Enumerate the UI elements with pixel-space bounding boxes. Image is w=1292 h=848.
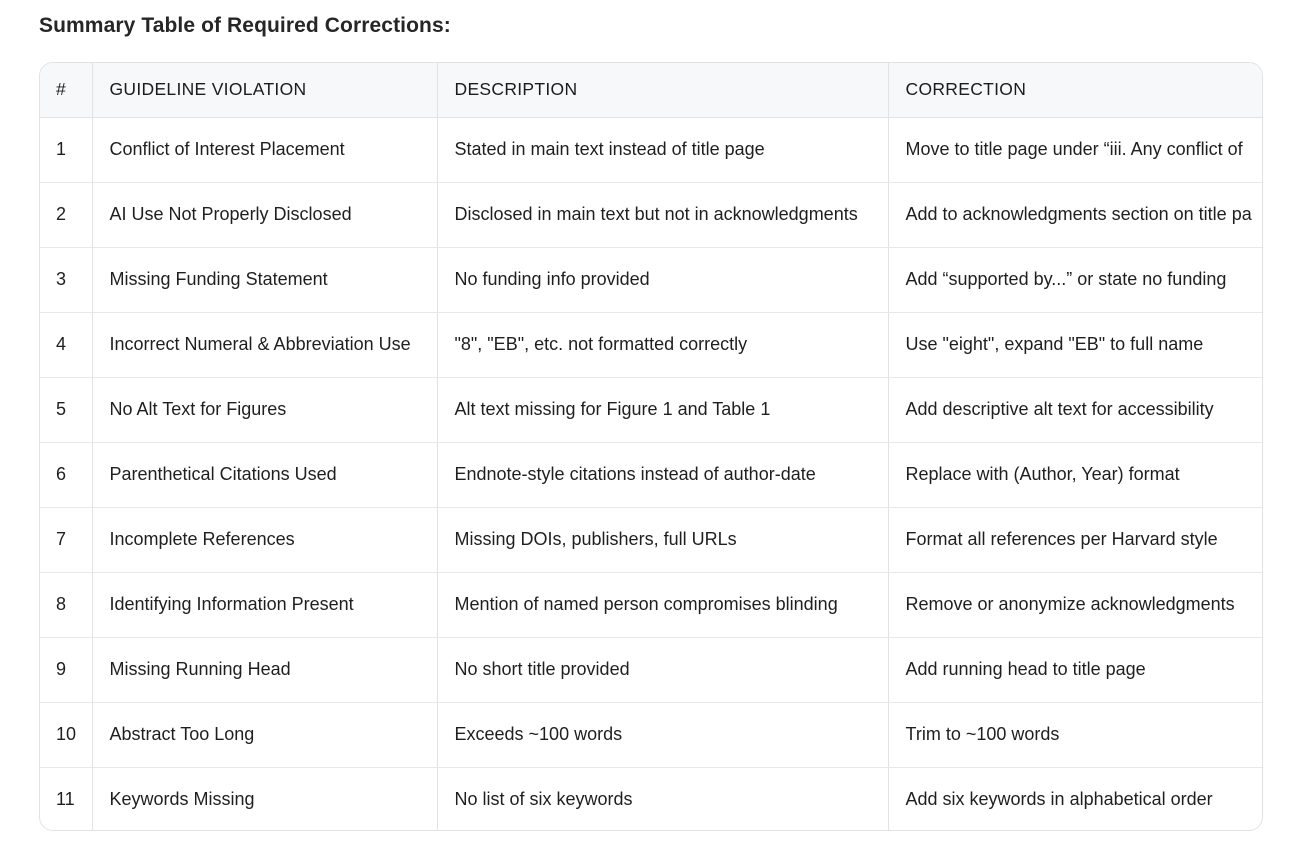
table-row — [40, 182, 1263, 247]
guideline-violation-cell: Parenthetical Citations Used — [92, 442, 437, 507]
row-number: 6 — [40, 442, 92, 507]
guideline-violation-cell: Missing Running Head — [92, 637, 437, 702]
correction-cell: Add six keywords in alphabetical order — [905, 789, 1213, 810]
correction-cell: Add descriptive alt text for accessibility — [888, 377, 1263, 442]
corrections-table — [40, 63, 1263, 831]
table-body — [40, 117, 1263, 831]
table-row — [40, 702, 1263, 767]
guideline-violation-cell: Keywords Missing — [92, 767, 437, 831]
correction-cell: Format all references per Harvard style — [888, 507, 1263, 572]
description-cell: Alt text missing for Figure 1 and Table 1 — [437, 377, 888, 442]
correction-cell: Replace with (Author, Year) format — [888, 442, 1263, 507]
table-row — [40, 442, 1263, 507]
column-header-description: DESCRIPTION — [437, 63, 888, 117]
description-cell: Stated in main text instead of title page — [437, 117, 888, 182]
table-row — [40, 117, 1263, 182]
row-number: 3 — [40, 247, 92, 312]
guideline-violation-cell: Conflict of Interest Placement — [92, 117, 437, 182]
corrections-table-container[interactable] — [39, 62, 1263, 831]
header-row — [40, 63, 1263, 117]
table-row — [40, 572, 1263, 637]
table-row — [40, 637, 1263, 702]
table-row — [40, 507, 1263, 572]
description-cell: Endnote-style citations instead of author-date — [437, 442, 888, 507]
table-row — [40, 377, 1263, 442]
table-row — [40, 247, 1263, 312]
table-row — [40, 767, 1263, 831]
row-number: 8 — [40, 572, 92, 637]
description-cell: Disclosed in main text but not in acknowledgments — [437, 182, 888, 247]
table-row — [40, 312, 1263, 377]
table-heading: Summary Table of Required Corrections: — [39, 14, 451, 37]
correction-cell: Use "eight", expand "EB" to full name — [888, 312, 1263, 377]
row-number: 5 — [40, 377, 92, 442]
guideline-violation-cell: No Alt Text for Figures — [92, 377, 437, 442]
description-cell: No list of six keywords — [437, 767, 888, 831]
correction-cell: Add to acknowledgments section on title pa — [888, 182, 1263, 247]
guideline-violation-cell: AI Use Not Properly Disclosed — [92, 182, 437, 247]
row-number: 10 — [40, 702, 92, 767]
row-number: 1 — [40, 117, 92, 182]
guideline-violation-cell: Identifying Information Present — [92, 572, 437, 637]
guideline-violation-cell: Incorrect Numeral & Abbreviation Use — [92, 312, 437, 377]
guideline-violation-cell: Missing Funding Statement — [92, 247, 437, 312]
description-cell: Missing DOIs, publishers, full URLs — [437, 507, 888, 572]
column-header-guideline-violation: GUIDELINE VIOLATION — [92, 63, 437, 117]
row-number: 11 — [40, 767, 92, 831]
table-header — [40, 63, 1263, 117]
description-cell: No short title provided — [437, 637, 888, 702]
column-header-correction: CORRECTION — [888, 63, 1263, 117]
row-number: 7 — [40, 507, 92, 572]
guideline-violation-cell: Abstract Too Long — [92, 702, 437, 767]
guideline-violation-cell: Incomplete References — [92, 507, 437, 572]
correction-cell: Move to title page under “iii. Any conflict of — [888, 117, 1263, 182]
correction-cell: Trim to ~100 words — [888, 702, 1263, 767]
column-header-number: # — [40, 63, 92, 117]
correction-cell: Remove or anonymize acknowledgments — [888, 572, 1263, 637]
description-cell: "8", "EB", etc. not formatted correctly — [437, 312, 888, 377]
row-number: 2 — [40, 182, 92, 247]
correction-cell: Add “supported by...” or state no funding — [888, 247, 1263, 312]
row-number: 9 — [40, 637, 92, 702]
description-cell: No funding info provided — [437, 247, 888, 312]
row-number: 4 — [40, 312, 92, 377]
correction-cell: Add running head to title page — [888, 637, 1263, 702]
description-cell: Mention of named person compromises blinding — [437, 572, 888, 637]
description-cell: Exceeds ~100 words — [437, 702, 888, 767]
